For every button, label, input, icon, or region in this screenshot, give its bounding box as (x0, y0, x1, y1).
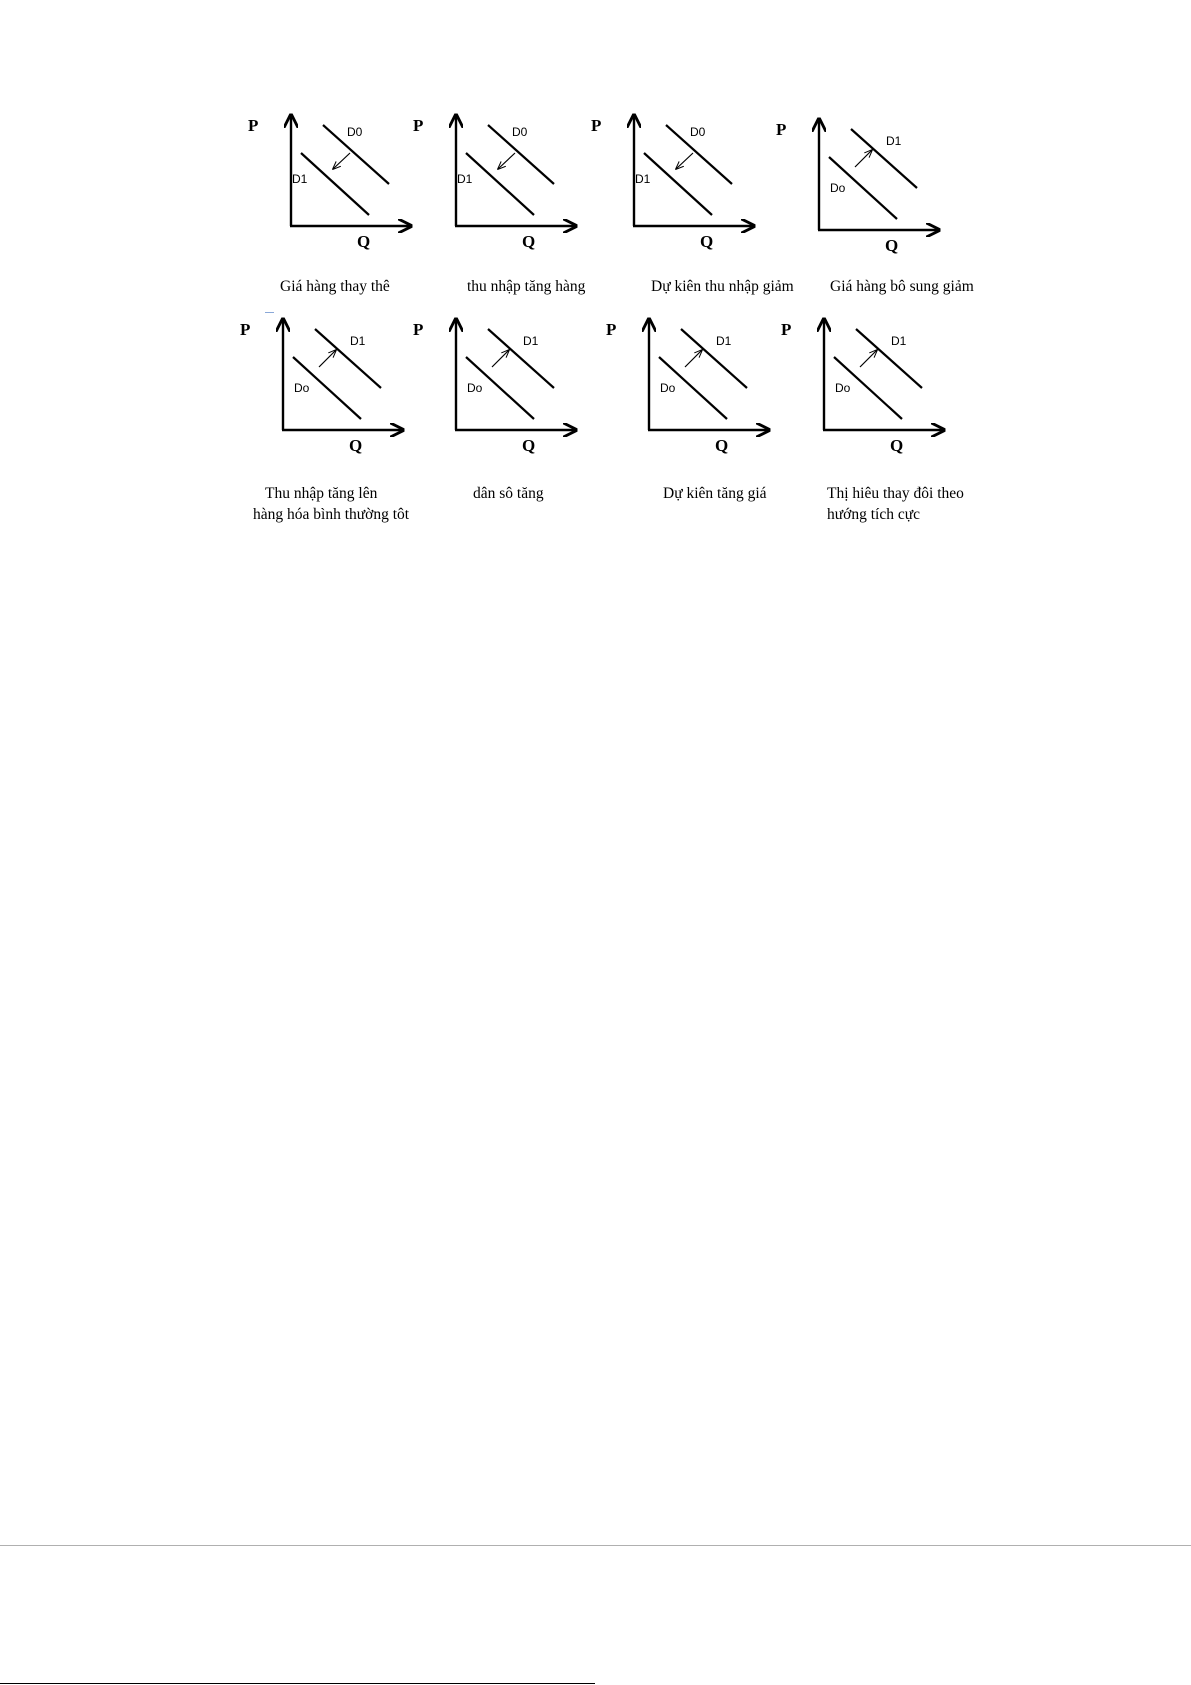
panel-caption-line: Thị hiêu thay đôi theo (827, 485, 964, 502)
demand-panel-6 (410, 307, 580, 457)
curve-label-upper: D1 (886, 134, 902, 148)
curve-label-lower: D1 (292, 172, 308, 186)
page-divider (0, 1545, 1191, 1546)
curve-label-upper: D1 (716, 334, 732, 348)
demand-curve-lower (644, 153, 712, 215)
p-axis-label: P (776, 120, 787, 139)
curve-label-lower: Do (467, 381, 483, 395)
q-axis-label: Q (522, 232, 536, 251)
curve-label-lower: D1 (457, 172, 473, 186)
q-axis-label: Q (522, 436, 536, 455)
demand-graph (245, 103, 415, 253)
panel-caption-line: hướng tích cực (827, 506, 920, 523)
curve-label-upper: D0 (512, 125, 528, 139)
demand-curve-upper (856, 329, 922, 388)
demand-panel-2 (410, 103, 580, 253)
shift-arrow-left (676, 153, 693, 169)
shift-arrow-left (498, 153, 515, 169)
demand-panel-4 (773, 107, 943, 257)
panel-caption-line: Giá hàng bô sung giảm (830, 278, 974, 295)
panel-caption-line: dân sô tăng (473, 485, 544, 502)
stray-mark (265, 312, 274, 313)
curve-label-lower: D1 (635, 172, 651, 186)
curve-label-lower: Do (830, 181, 846, 195)
demand-panel-3 (588, 103, 758, 253)
panel-caption-line: Thu nhập tăng lên (265, 485, 378, 502)
demand-graph (237, 307, 407, 457)
demand-graph (603, 307, 773, 457)
shift-arrow-right (492, 350, 509, 367)
q-axis-label: Q (357, 232, 371, 251)
demand-curve-lower (301, 153, 369, 215)
panel-caption-line: Giá hàng thay thê (280, 278, 390, 295)
curve-label-lower: Do (660, 381, 676, 395)
demand-panel-1 (245, 103, 415, 253)
shift-arrow-right (319, 350, 336, 367)
p-axis-label: P (248, 116, 259, 135)
demand-graph (778, 307, 948, 457)
demand-panel-7 (603, 307, 773, 457)
demand-graph (410, 307, 580, 457)
demand-curve-upper (488, 329, 554, 388)
p-axis-label: P (413, 116, 424, 135)
q-axis-label: Q (885, 236, 899, 255)
panel-caption-line: hàng hóa bình thường tôt (253, 506, 410, 523)
curve-label-upper: D1 (350, 334, 366, 348)
p-axis-label: P (606, 320, 617, 339)
curve-label-upper: D1 (891, 334, 907, 348)
footnote-rule (0, 1683, 595, 1684)
p-axis-label: P (240, 320, 251, 339)
curve-label-upper: D0 (690, 125, 706, 139)
panel-caption-line: thu nhập tăng hàng (467, 278, 586, 295)
shift-arrow-right (685, 350, 702, 367)
demand-curve-upper (681, 329, 747, 388)
demand-curve-upper (315, 329, 381, 388)
demand-graph (410, 103, 580, 253)
panel-caption-line: Dự kiên tăng giá (663, 485, 767, 502)
demand-curve-lower (466, 153, 534, 215)
curve-label-upper: D0 (347, 125, 363, 139)
shift-arrow-right (855, 150, 872, 167)
q-axis-label: Q (715, 436, 729, 455)
p-axis-label: P (591, 116, 602, 135)
q-axis-label: Q (890, 436, 904, 455)
demand-panel-8 (778, 307, 948, 457)
panel-caption-line: Dự kiên thu nhập giảm (651, 278, 794, 295)
demand-graph (588, 103, 758, 253)
q-axis-label: Q (700, 232, 714, 251)
shift-arrow-right (860, 350, 877, 367)
q-axis-label: Q (349, 436, 363, 455)
curve-label-upper: D1 (523, 334, 539, 348)
curve-label-lower: Do (835, 381, 851, 395)
demand-curve-upper (851, 129, 917, 188)
p-axis-label: P (413, 320, 424, 339)
curve-label-lower: Do (294, 381, 310, 395)
p-axis-label: P (781, 320, 792, 339)
shift-arrow-left (333, 153, 350, 169)
demand-panel-5 (237, 307, 407, 457)
demand-graph (773, 107, 943, 257)
